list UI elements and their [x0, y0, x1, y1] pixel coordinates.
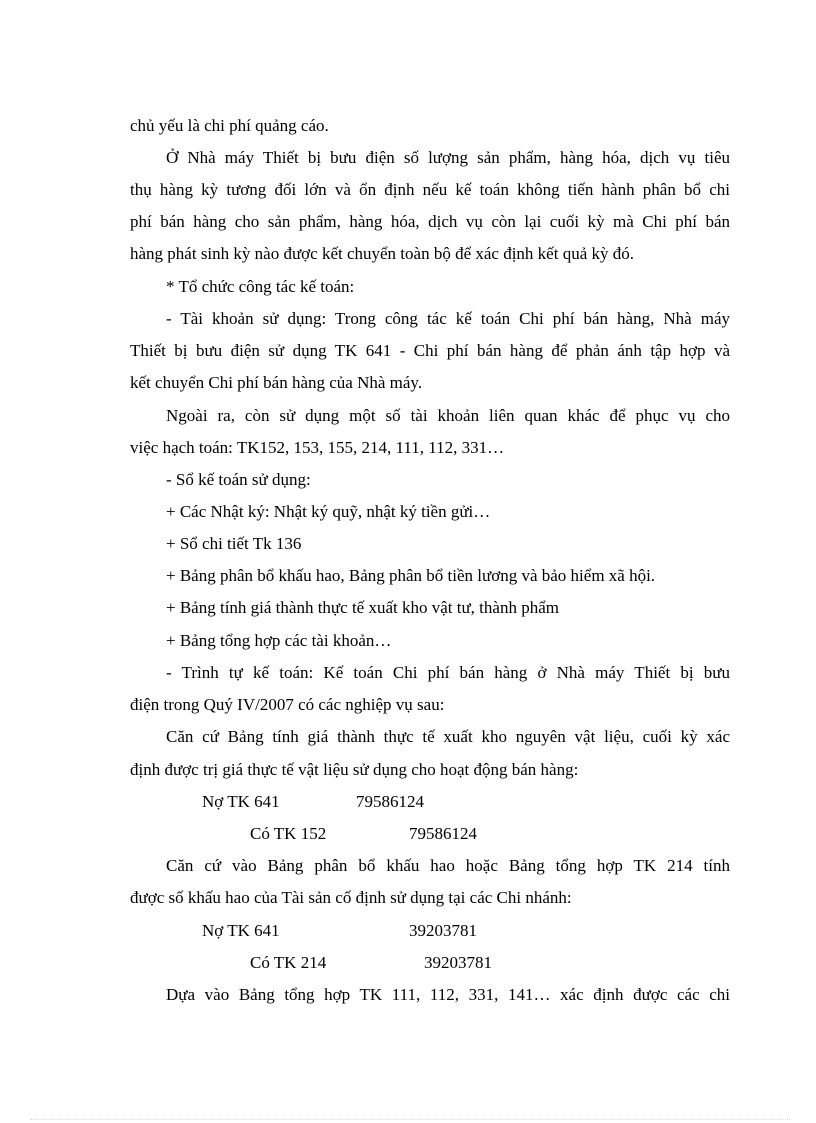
- section-heading: * Tổ chức công tác kế toán:: [166, 277, 355, 296]
- list-item: + Bảng tính giá thành thực tế xuất kho vật tư, thành phẩm: [166, 598, 559, 617]
- list-item: + Sổ chi tiết Tk 136: [166, 534, 302, 553]
- list-item: + Bảng tổng hợp các tài khoản…: [166, 631, 392, 650]
- text-line: việc hạch toán: TK152, 153, 155, 214, 111, 112, 331…: [130, 438, 505, 457]
- text-line: thụ hàng kỳ tương đối lớn và ổn định nếu kế toán không tiến hành phân bổ chi: [130, 180, 730, 199]
- list-item: + Bảng phân bổ khấu hao, Bảng phân bổ tiền lương và bảo hiểm xã hội.: [166, 566, 656, 585]
- paragraph-line: Ngoài ra, còn sử dụng một số tài khoản liên quan khác để phục vụ cho: [166, 406, 730, 425]
- text-line: định được trị giá thực tế vật liệu sử dụng cho hoạt động bán hàng:: [130, 760, 579, 779]
- text-line: phí bán hàng cho sản phẩm, hàng hóa, dịch vụ còn lại cuối kỳ mà Chi phí bán: [130, 212, 730, 231]
- text-line: kết chuyển Chi phí bán hàng của Nhà máy.: [130, 373, 423, 392]
- list-heading: - Sổ kế toán sử dụng:: [166, 470, 311, 489]
- paragraph-line: Ở Nhà máy Thiết bị bưu điện số lượng sản phẩm, hàng hóa, dịch vụ tiêu: [166, 148, 730, 167]
- entry2-debit-label: Nợ TK 641: [202, 921, 280, 940]
- entry1-credit-amount: 79586124: [409, 824, 477, 843]
- text-line: được số khấu hao của Tài sản cố định sử dụng tại các Chi nhánh:: [130, 888, 572, 907]
- entry1-credit-label: Có TK 152: [250, 824, 327, 843]
- paragraph-line: Dựa vào Bảng tổng hợp TK 111, 112, 331, 141… xác định được các chi: [166, 985, 730, 1004]
- text-line: điện trong Quý IV/2007 có các nghiệp vụ sau:: [130, 695, 445, 714]
- text-line: Thiết bị bưu điện sử dụng TK 641 - Chi phí bán hàng để phản ánh tập hợp và: [130, 341, 730, 360]
- entry1-debit-label: Nợ TK 641: [202, 792, 280, 811]
- text-line: hàng phát sinh kỳ nào được kết chuyển toàn bộ để xác định kết quả kỳ đó.: [130, 244, 634, 263]
- paragraph-line: - Trình tự kế toán: Kế toán Chi phí bán hàng ở Nhà máy Thiết bị bưu: [166, 663, 730, 682]
- entry1-debit-amount: 79586124: [356, 792, 424, 811]
- entry2-credit-amount: 39203781: [424, 953, 492, 972]
- list-item: + Các Nhật ký: Nhật ký quỹ, nhật ký tiền gửi…: [166, 502, 491, 521]
- entry2-credit-label: Có TK 214: [250, 953, 327, 972]
- paragraph-line: Căn cứ vào Bảng phân bổ khấu hao hoặc Bảng tổng hợp TK 214 tính: [166, 856, 730, 875]
- paragraph-line: Căn cứ Bảng tính giá thành thực tế xuất kho nguyên vật liệu, cuối kỳ xác: [166, 727, 730, 746]
- paragraph-line: - Tài khoản sử dụng: Trong công tác kế toán Chi phí bán hàng, Nhà máy: [166, 309, 730, 328]
- page-bottom-rule: [30, 1119, 790, 1120]
- entry2-debit-amount: 39203781: [409, 921, 477, 940]
- text-line: chủ yếu là chi phí quảng cáo.: [130, 116, 329, 135]
